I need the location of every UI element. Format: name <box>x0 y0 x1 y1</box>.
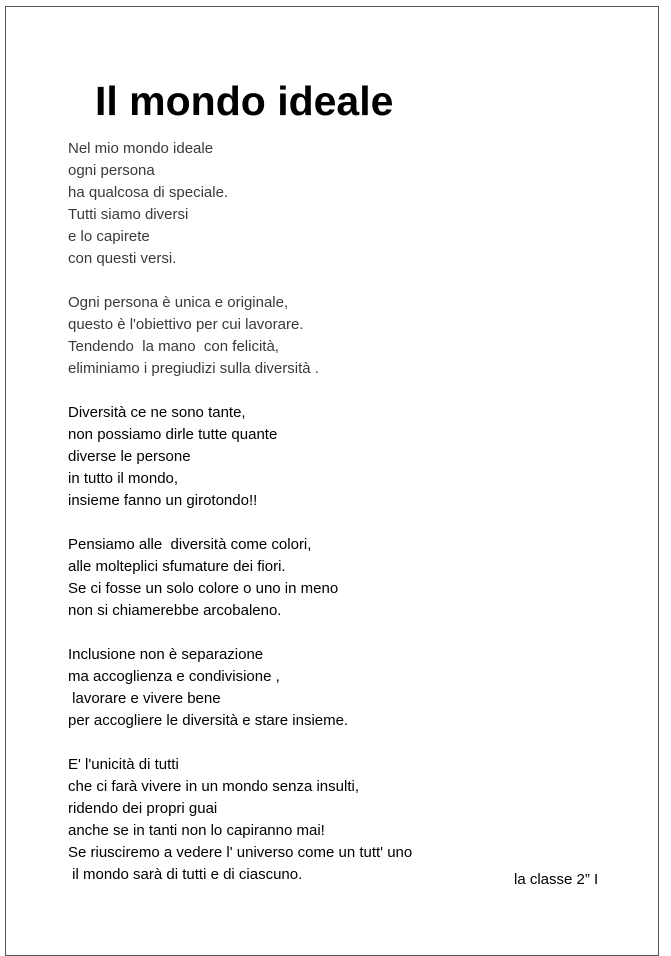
stanza-5 <box>68 644 628 732</box>
poem-line: eliminiamo i pregiudizi sulla diversità . <box>68 360 319 377</box>
poem-line: Diversità ce ne sono tante, <box>68 404 246 421</box>
poem-line: con questi versi. <box>68 250 177 267</box>
poem-line: il mondo sarà di tutti e di ciascuno. <box>68 866 303 883</box>
poem-line: questo è l'obiettivo per cui lavorare. <box>68 316 304 333</box>
poem-line: Se riusciremo a vedere l' universo come un tutt' uno <box>68 844 413 861</box>
poem-line: Nel mio mondo ideale <box>68 140 214 157</box>
poem-line: per accogliere le diversità e stare insieme. <box>68 712 349 729</box>
stanza-1 <box>68 138 628 270</box>
stanza-6 <box>68 754 628 886</box>
signature: la classe 2” I <box>514 871 599 888</box>
stanza-3 <box>68 402 628 512</box>
poem-line: Pensiamo alle diversità come colori, <box>68 536 312 553</box>
poem-line: insieme fanno un girotondo!! <box>68 492 258 509</box>
poem-line: ma accoglienza e condivisione , <box>68 668 280 685</box>
poem-line: diverse le persone <box>68 448 191 465</box>
poem-line: e lo capirete <box>68 228 150 245</box>
poem-line: non si chiamerebbe arcobaleno. <box>68 602 282 619</box>
poem-line: E' l'unicità di tutti <box>68 756 179 773</box>
poem-line: in tutto il mondo, <box>68 470 179 487</box>
poem-body <box>68 138 628 908</box>
poem-line: ha qualcosa di speciale. <box>68 184 229 201</box>
poem-line: non possiamo dirle tutte quante <box>68 426 278 443</box>
poem-line: Se ci fosse un solo colore o uno in meno <box>68 580 339 597</box>
poem-title: Il mondo ideale <box>95 78 394 124</box>
stanza-4 <box>68 534 628 622</box>
poem-line: alle molteplici sfumature dei fiori. <box>68 558 286 575</box>
poem-line: ridendo dei propri guai <box>68 800 218 817</box>
poem-line: ogni persona <box>68 162 155 179</box>
poem-line: che ci farà vivere in un mondo senza insulti, <box>68 778 359 795</box>
poem-line: anche se in tanti non lo capiranno mai! <box>68 822 325 839</box>
poem-line: Tendendo la mano con felicità, <box>68 338 279 355</box>
poem-line: Ogni persona è unica e originale, <box>68 294 289 311</box>
poem-line: lavorare e vivere bene <box>68 690 221 707</box>
document-page <box>5 6 659 956</box>
stanza-2 <box>68 292 628 380</box>
poem-line: Tutti siamo diversi <box>68 206 189 223</box>
poem-line: Inclusione non è separazione <box>68 646 264 663</box>
